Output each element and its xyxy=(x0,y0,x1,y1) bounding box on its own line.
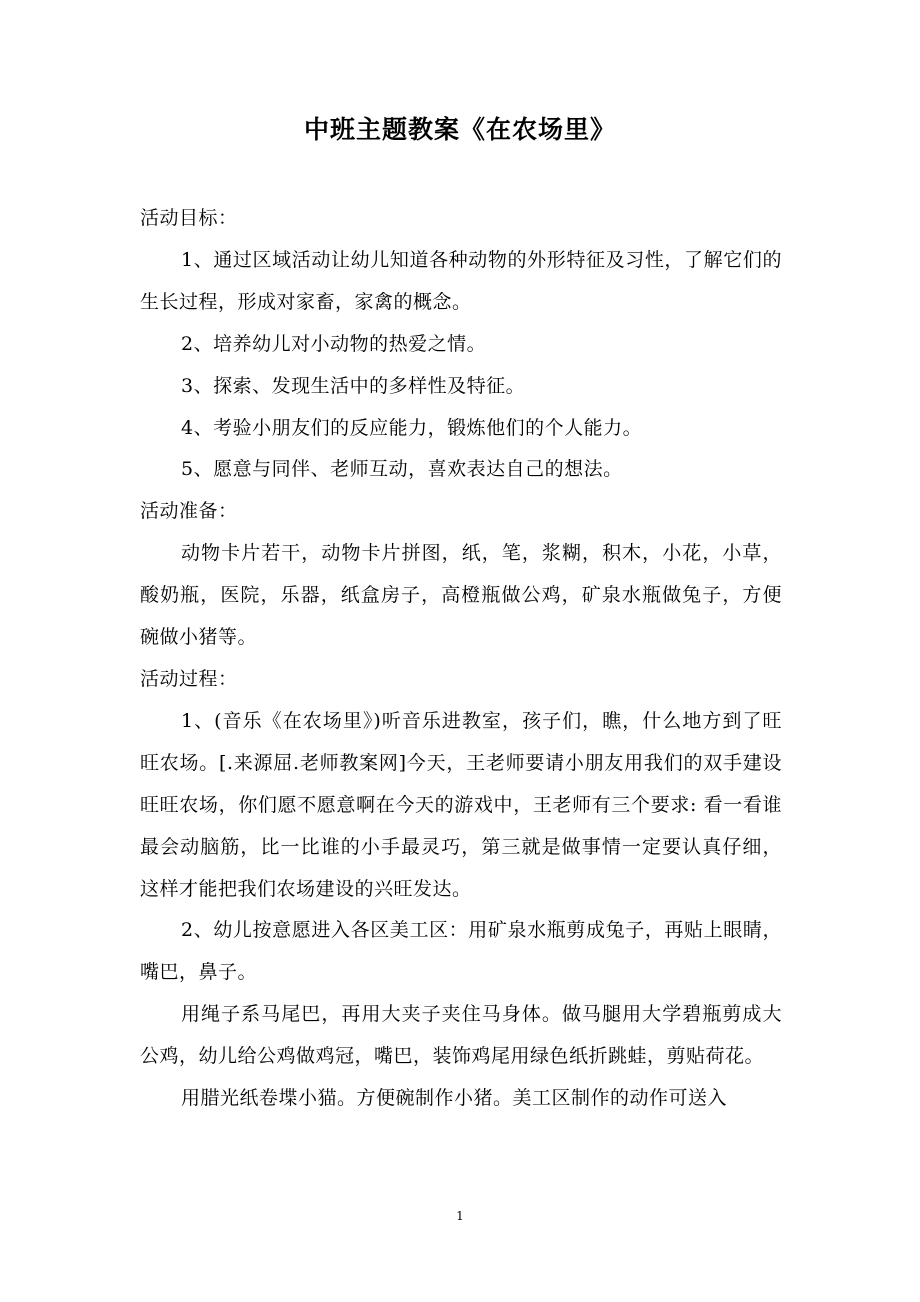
goal-item: 1、通过区域活动让幼儿知道各种动物的外形特征及习性，了解它们的生长过程，形成对家畜，家禽的概念。 xyxy=(140,248,782,313)
process-heading: 活动过程： xyxy=(140,667,238,690)
prep-paragraph: 动物卡片若干，动物卡片拼图，纸，笔，浆糊，积木，小花，小草，酸奶瓶，医院，乐器，纸盒房子，高橙瓶做公鸡，矿泉水瓶做兔子，方便碗做小猪等。 xyxy=(140,542,782,649)
prep-heading: 活动准备： xyxy=(140,500,238,523)
goal-item: 2、培养幼儿对小动物的热爱之情。 xyxy=(181,332,487,355)
process-paragraph: 用腊光纸卷堞小猫。方便碗制作小猪。美工区制作的动作可送入 xyxy=(181,1087,728,1110)
process-paragraph: 1、(音乐《在农场里》)听音乐进教室，孩子们，瞧，什么地方到了旺旺农场。[.来源屈.老师教案网]今天，王老师要请小朋友用我们的双手建设旺旺农场，你们愿不愿意啊在今天的游戏中，王老师有三个要求: 看一看谁最会动脑筋，比一比谁的小手最灵巧，第三就是做事情一定要认真仔细，这样才能把我们农场建设的兴旺发达。 xyxy=(140,709,782,900)
process-paragraph: 2、幼儿按意愿进入各区美工区：用矿泉水瓶剪成兔子，再贴上眼睛，嘴巴，鼻子。 xyxy=(140,919,782,984)
goal-item: 5、愿意与同伴、老师互动，喜欢表达自己的想法。 xyxy=(181,458,623,481)
goal-item: 3、探索、发现生活中的多样性及特征。 xyxy=(181,374,526,397)
goals-heading: 活动目标： xyxy=(140,207,238,229)
process-paragraph: 用绳子系马尾巴，再用大夹子夹住马身体。做马腿用大学碧瓶剪成大公鸡，幼儿给公鸡做鸡冠，嘴巴，装饰鸡尾用绿色纸折跳蛙，剪贴荷花。 xyxy=(140,1003,782,1068)
document-body xyxy=(140,198,782,1120)
page-number: 1 xyxy=(456,1209,464,1223)
goal-item: 4、考验小朋友们的反应能力，锻炼他们的个人能力。 xyxy=(181,416,643,439)
page-title: 中班主题教案《在农场里》 xyxy=(303,115,616,144)
